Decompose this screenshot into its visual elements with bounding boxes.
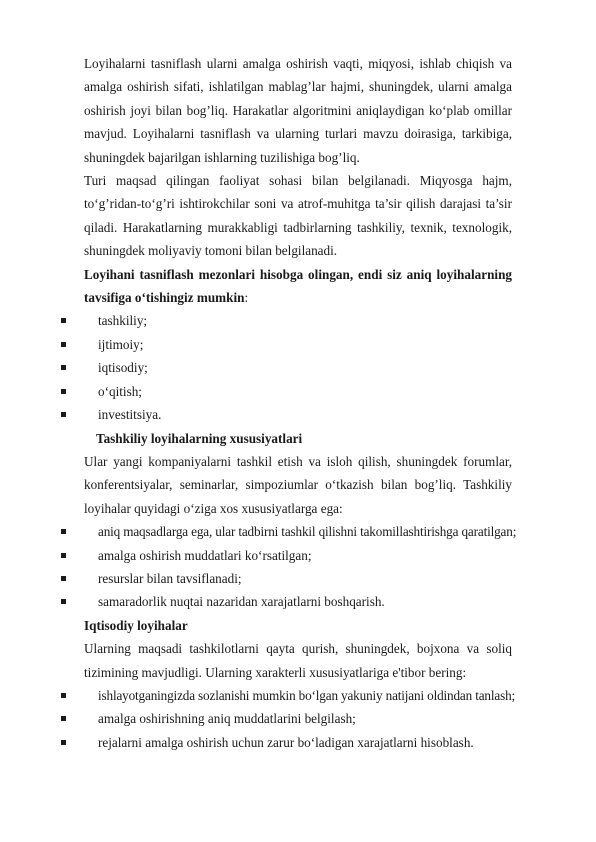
paragraph-economic: Ularning maqsadi tashkilotlarni qayta qurish, shuningdek, bojxona va soliq tizimining mavjudligi. Ularning xarakterli xususiyatlariga e'tibor bering: (84, 641, 512, 680)
project-types-list (84, 309, 512, 426)
list-item: samaradorlik nuqtai nazaridan xarajatlarni boshqarish. (84, 590, 512, 613)
list-item: amalga oshirishning aniq muddatlarini belgilash; (84, 707, 512, 730)
list-item: amalga oshirish muddatlari ko‘rsatilgan; (84, 544, 512, 567)
bullet-icon (61, 716, 66, 721)
list-item: iqtisodiy; (84, 356, 512, 379)
bullet-icon (61, 412, 66, 417)
bullet-icon (61, 693, 66, 698)
paragraph-classification: Loyihalarni tasniflash ularni amalga oshirish vaqti, miqyosi, ishlab chiqish va amalga oshirish sifati, ishlatilgan mablag’lar hajmi, shuningdek, ularni amalga oshirish joyi bilan bog’liq. Harakatlar algoritmini aniqlaydigan ko‘plab omillar mavjud. Loyihalarni tasniflash va ularning turlari mavzu doirasiga, tarkibiga, shuningdek bajarilgan ishlarning tuzilishiga bog’liq. (84, 56, 512, 165)
economic-features-list (84, 684, 516, 754)
criteria-colon: : (244, 290, 249, 306)
bullet-icon (61, 740, 66, 745)
list-item: resurslar bilan tavsiflanadi; (84, 567, 512, 590)
heading-organizational: Tashkiliy loyihalarning xususiyatlari (96, 430, 303, 446)
bullet-icon (61, 342, 66, 347)
list-item: tashkiliy; (84, 309, 512, 332)
criteria-bold-text: Loyihani tasniflash mezonlari hisobga olingan, endi siz aniq loyihalarning tavsifiga o‘tishingiz mumkin (84, 266, 512, 306)
organizational-features-list (84, 520, 517, 614)
list-item: ijtimoiy; (84, 333, 512, 356)
bullet-icon (61, 365, 66, 370)
bullet-icon (61, 318, 66, 323)
bullet-icon (61, 389, 66, 394)
paragraph-criteria (84, 263, 512, 310)
list-item: investitsiya. (84, 403, 512, 426)
list-item: o‘qitish; (84, 380, 512, 403)
bullet-icon (61, 576, 66, 581)
list-item: rejalarni amalga oshirish uchun zarur bo‘ladigan xarajatlarni hisoblash. (84, 731, 512, 754)
bullet-icon (61, 553, 66, 558)
paragraph-type-scale: Turi maqsad qilingan faoliyat sohasi bilan belgilanadi. Miqyosga hajm, to‘g’ridan-to‘g’ri ishtirokchilar soni va atrof-muhitga ta’sir qilish darajasi ta’sir qiladi. Harakatlarning murakkabligi tadbirlarning tashkiliy, texnik, texnologik, shuningdek moliyaviy tomoni bilan belgilanadi. (84, 173, 512, 259)
list-item: aniq maqsadlarga ega, ular tadbirni tashkil qilishni takomillashtirishga qaratilgan; (84, 520, 512, 543)
document-page (84, 52, 517, 754)
heading-economic: Iqtisodiy loyihalar (84, 617, 188, 633)
list-item: ishlayotganingizda sozlanishi mumkin bo‘lgan yakuniy natijani oldindan tanlash; (84, 684, 512, 707)
bullet-icon (61, 529, 66, 534)
bullet-icon (61, 599, 66, 604)
paragraph-organizational: Ular yangi kompaniyalarni tashkil etish va isloh qilish, shuningdek forumlar, konferentsiyalar, seminarlar, simpoziumlar o‘tkazish bilan bog’liq. Tashkiliy loyihalar quyidagi o‘ziga xos xususiyatlarga ega: (84, 453, 512, 516)
